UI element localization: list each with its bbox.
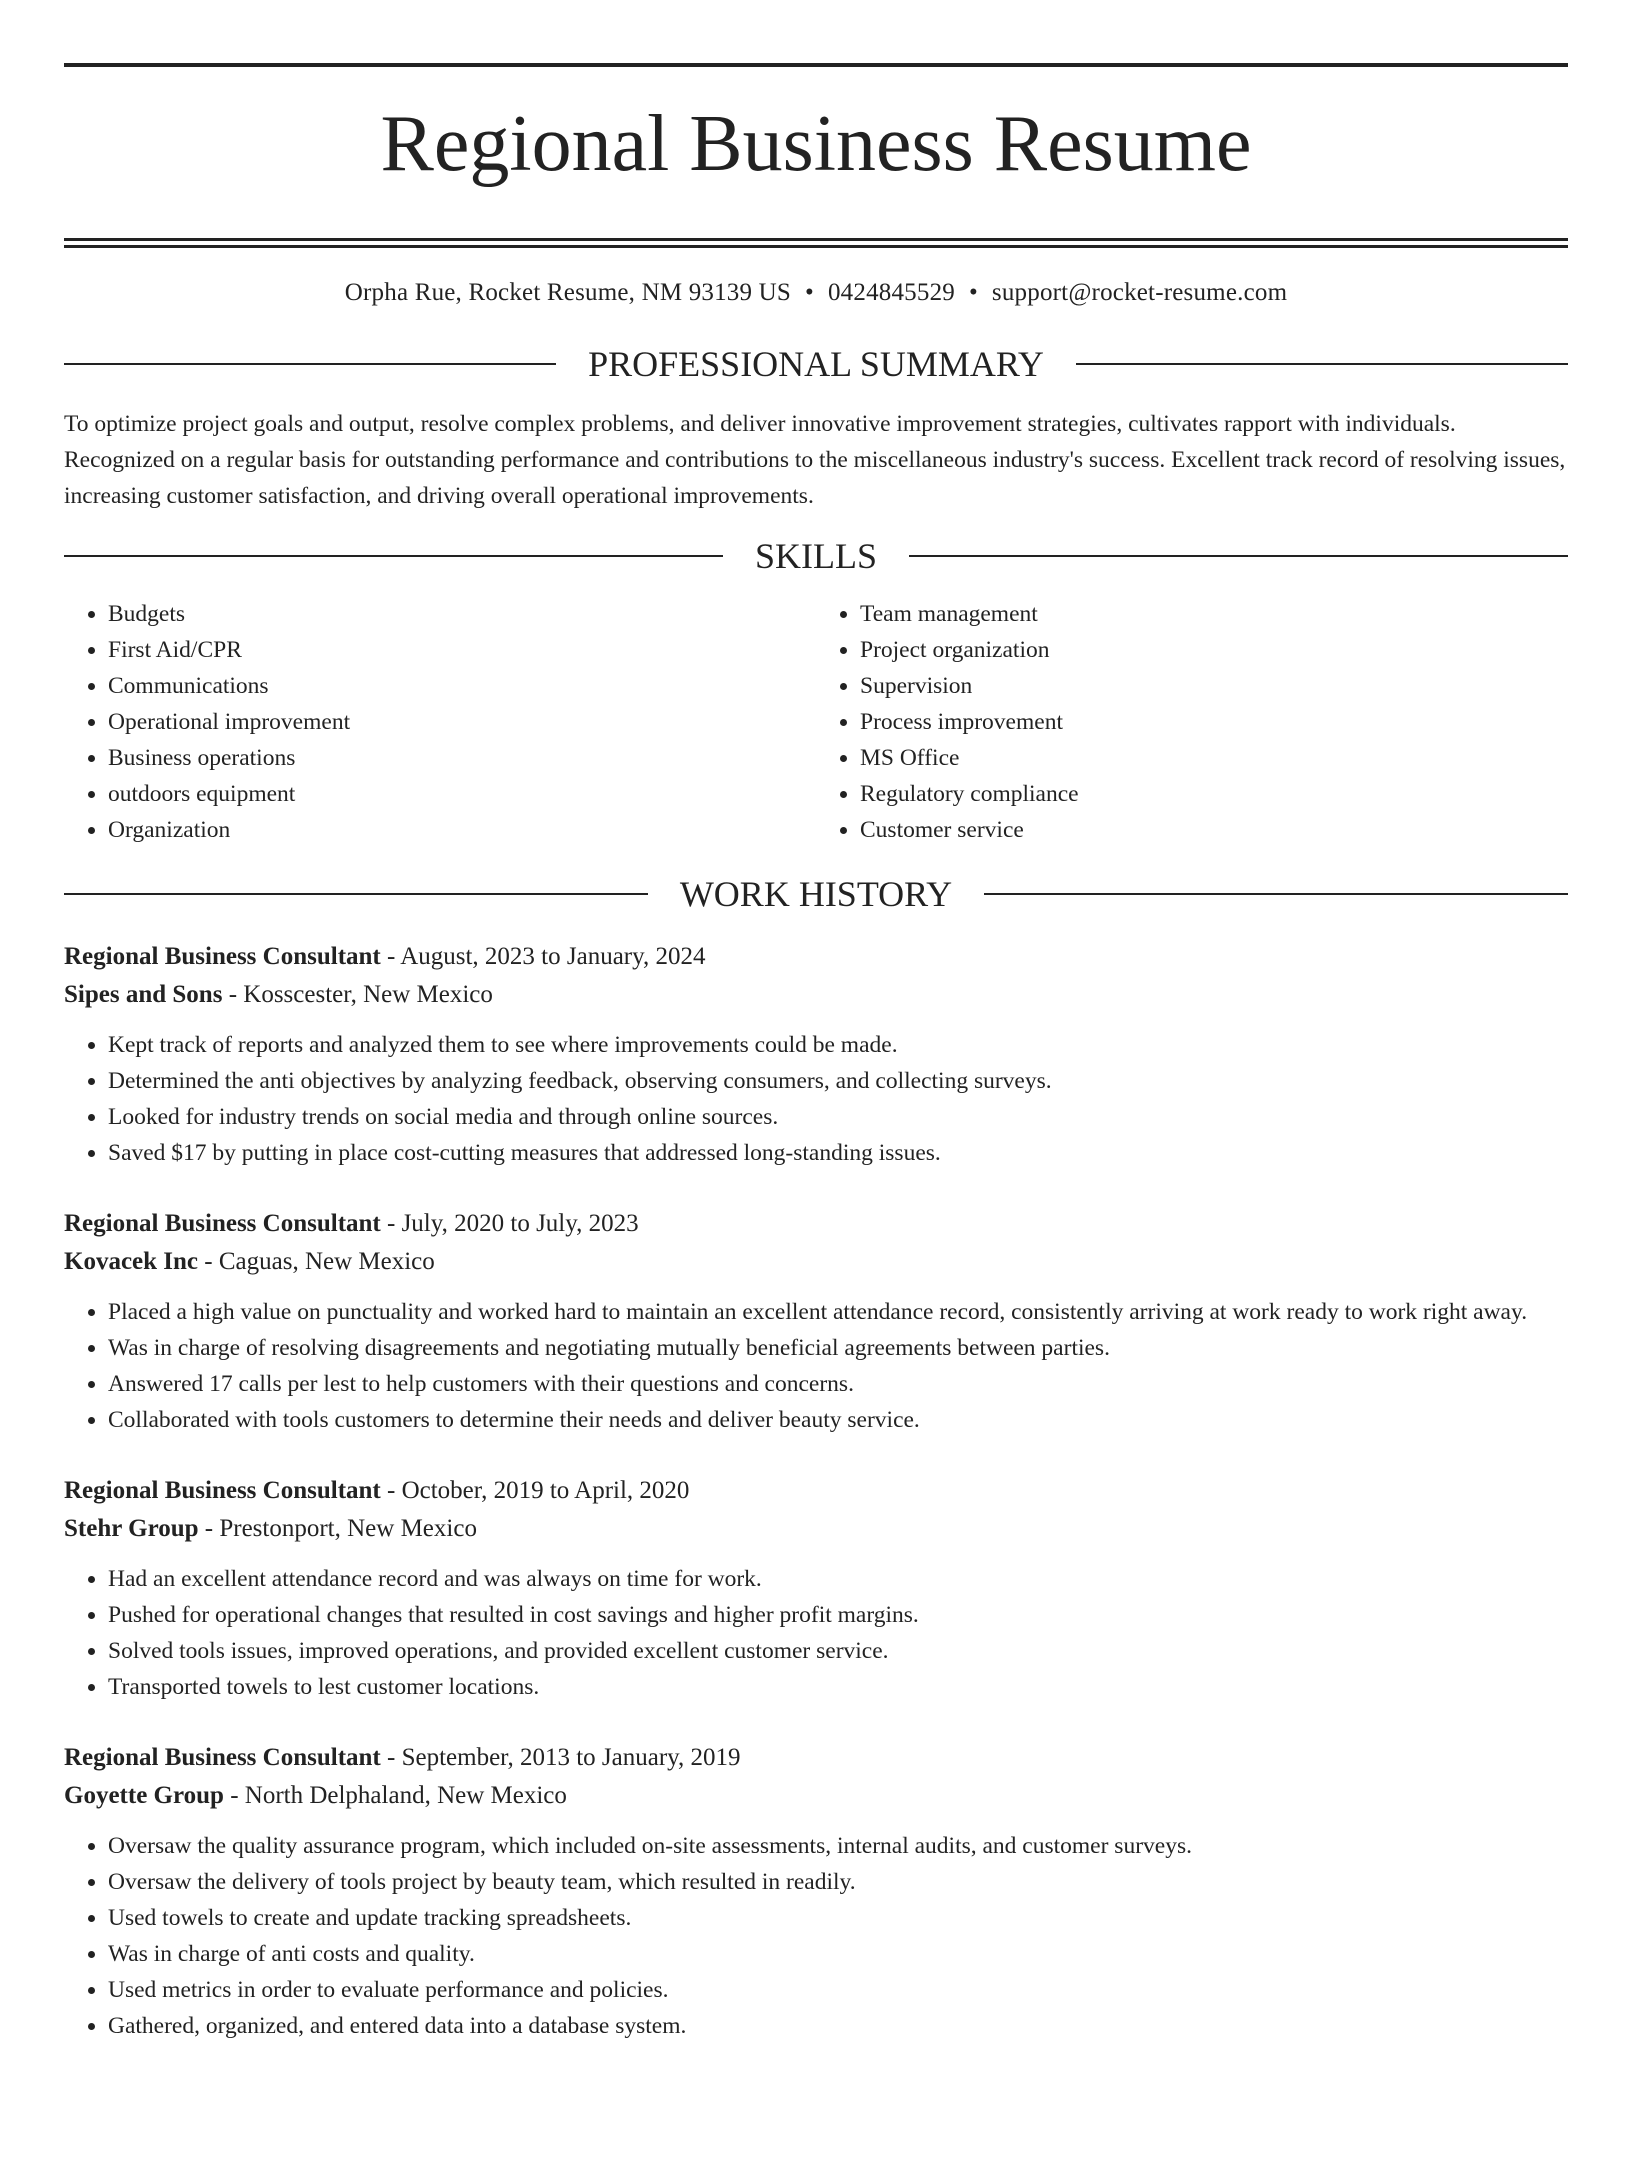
- job-bullet: • Used towels to create and update tracking spreadsheets.: [108, 1900, 1568, 1936]
- job-dates: - August, 2023 to January, 2024: [380, 942, 706, 970]
- skill-item: • outdoors equipment: [108, 776, 816, 812]
- summary-heading: [64, 344, 1568, 384]
- job-bullets: [64, 1294, 1568, 1438]
- summary-heading-label: PROFESSIONAL SUMMARY: [588, 343, 1044, 384]
- job-bullet: • Solved tools issues, improved operations, and provided excellent customer service.: [108, 1633, 1568, 1669]
- job-bullet: • Pushed for operational changes that resulted in cost savings and higher profit margins.: [108, 1597, 1568, 1633]
- contact-phone: 0424845529: [827, 278, 955, 306]
- heading-rule-left: [64, 555, 723, 557]
- job-bullet: • Determined the anti objectives by analyzing feedback, observing consumers, and collecting surveys.: [108, 1063, 1568, 1099]
- job-entry: [64, 938, 1568, 1171]
- job-location: - North Delphaland, New Mexico: [223, 1781, 567, 1809]
- job-company: Stehr Group: [64, 1514, 199, 1542]
- job-bullet: • Was in charge of anti costs and quality.: [108, 1936, 1568, 1972]
- job-dates: - September, 2013 to January, 2019: [380, 1743, 741, 1771]
- skill-item: • Operational improvement: [108, 704, 816, 740]
- work-history-heading: [64, 874, 1568, 914]
- heading-rule-right: [909, 555, 1568, 557]
- job-bullet: • Gathered, organized, and entered data into a database system.: [108, 2008, 1568, 2044]
- contact-separator: •: [805, 278, 814, 306]
- skill-item: • Process improvement: [860, 704, 1568, 740]
- job-bullet: • Oversaw the delivery of tools project by beauty team, which resulted in readily.: [108, 1864, 1568, 1900]
- job-location: - Prestonport, New Mexico: [198, 1514, 477, 1542]
- contact-address: Orpha Rue, Rocket Resume, NM 93139 US: [344, 278, 792, 306]
- skills-column-right: [816, 596, 1568, 848]
- skill-item: • Project organization: [860, 632, 1568, 668]
- job-title-line: [64, 1739, 1568, 1777]
- job-dates: - July, 2020 to July, 2023: [380, 1209, 639, 1237]
- job-company-line: [64, 976, 1568, 1014]
- job-bullet: • Answered 17 calls per lest to help customers with their questions and concerns.: [108, 1366, 1568, 1402]
- skill-item: • Supervision: [860, 668, 1568, 704]
- resume-page: [0, 63, 1632, 2175]
- job-bullets: [64, 1828, 1568, 2044]
- skill-item: • Business operations: [108, 740, 816, 776]
- job-title: Regional Business Consultant: [64, 1476, 381, 1504]
- job-company: Kovacek Inc: [64, 1247, 199, 1275]
- job-entry: [64, 1739, 1568, 2044]
- skills-heading-label: SKILLS: [755, 535, 878, 576]
- skill-item: • Organization: [108, 812, 816, 848]
- job-company: Goyette Group: [64, 1781, 224, 1809]
- job-entry: [64, 1205, 1568, 1438]
- job-bullet: • Used metrics in order to evaluate performance and policies.: [108, 1972, 1568, 2008]
- skills-heading: [64, 536, 1568, 576]
- job-bullet: • Oversaw the quality assurance program, which included on-site assessments, internal audits, and customer surveys.: [108, 1828, 1568, 1864]
- job-title-line: [64, 1205, 1568, 1243]
- job-bullet: • Looked for industry trends on social media and through online sources.: [108, 1099, 1568, 1135]
- job-title-line: [64, 938, 1568, 976]
- job-title: Regional Business Consultant: [64, 1209, 381, 1237]
- top-rule: [64, 63, 1568, 67]
- job-title-line: [64, 1472, 1568, 1510]
- skill-item: • Communications: [108, 668, 816, 704]
- job-bullet: • Kept track of reports and analyzed them to see where improvements could be made.: [108, 1027, 1568, 1063]
- job-location: - Kosscester, New Mexico: [222, 980, 493, 1008]
- job-bullets: [64, 1027, 1568, 1171]
- title-double-rule: [64, 238, 1568, 248]
- job-bullet: • Collaborated with tools customers to determine their needs and deliver beauty service.: [108, 1402, 1568, 1438]
- job-company: Sipes and Sons: [64, 980, 223, 1008]
- skills-list: [64, 596, 1568, 848]
- job-bullets: [64, 1561, 1568, 1705]
- heading-rule-right: [984, 893, 1568, 895]
- job-title: Regional Business Consultant: [64, 942, 381, 970]
- work-history-heading-label: WORK HISTORY: [679, 873, 953, 914]
- skill-item: • Customer service: [860, 812, 1568, 848]
- job-location: - Caguas, New Mexico: [198, 1247, 435, 1275]
- job-bullet: • Was in charge of resolving disagreements and negotiating mutually beneficial agreements between parties.: [108, 1330, 1568, 1366]
- skills-column-left: [64, 596, 816, 848]
- skill-item: • Team management: [860, 596, 1568, 632]
- job-company-line: [64, 1510, 1568, 1548]
- job-bullet: • Saved $17 by putting in place cost-cutting measures that addressed long-standing issues.: [108, 1135, 1568, 1171]
- skill-item: • First Aid/CPR: [108, 632, 816, 668]
- summary-text: To optimize project goals and output, resolve complex problems, and deliver innovative improvement strategies, cultivates rapport with individuals. Recognized on a regular basis for outstanding performance and contributions to the miscellaneous industry's success. Excellent track record of resolving issues, increasing customer satisfaction, and driving overall operational improvements.: [64, 410, 1566, 509]
- skill-item: • Budgets: [108, 596, 816, 632]
- heading-rule-left: [64, 893, 648, 895]
- job-company-line: [64, 1777, 1568, 1815]
- heading-rule-right: [1076, 363, 1568, 365]
- heading-rule-left: [64, 363, 556, 365]
- job-bullet: • Transported towels to lest customer locations.: [108, 1669, 1568, 1705]
- job-dates: - October, 2019 to April, 2020: [380, 1476, 690, 1504]
- contact-line: [64, 278, 1568, 308]
- job-company-line: [64, 1243, 1568, 1281]
- job-entry: [64, 1472, 1568, 1705]
- job-bullet: • Placed a high value on punctuality and worked hard to maintain an excellent attendance record, consistently arriving at work ready to work right away.: [108, 1294, 1568, 1330]
- skill-item: • MS Office: [860, 740, 1568, 776]
- contact-separator: •: [968, 278, 978, 306]
- skill-item: • Regulatory compliance: [860, 776, 1568, 812]
- job-bullet: • Had an excellent attendance record and was always on time for work.: [108, 1561, 1568, 1597]
- contact-email: support@rocket-resume.com: [991, 278, 1288, 306]
- job-title: Regional Business Consultant: [64, 1743, 381, 1771]
- resume-title: Regional Business Resume: [380, 100, 1252, 188]
